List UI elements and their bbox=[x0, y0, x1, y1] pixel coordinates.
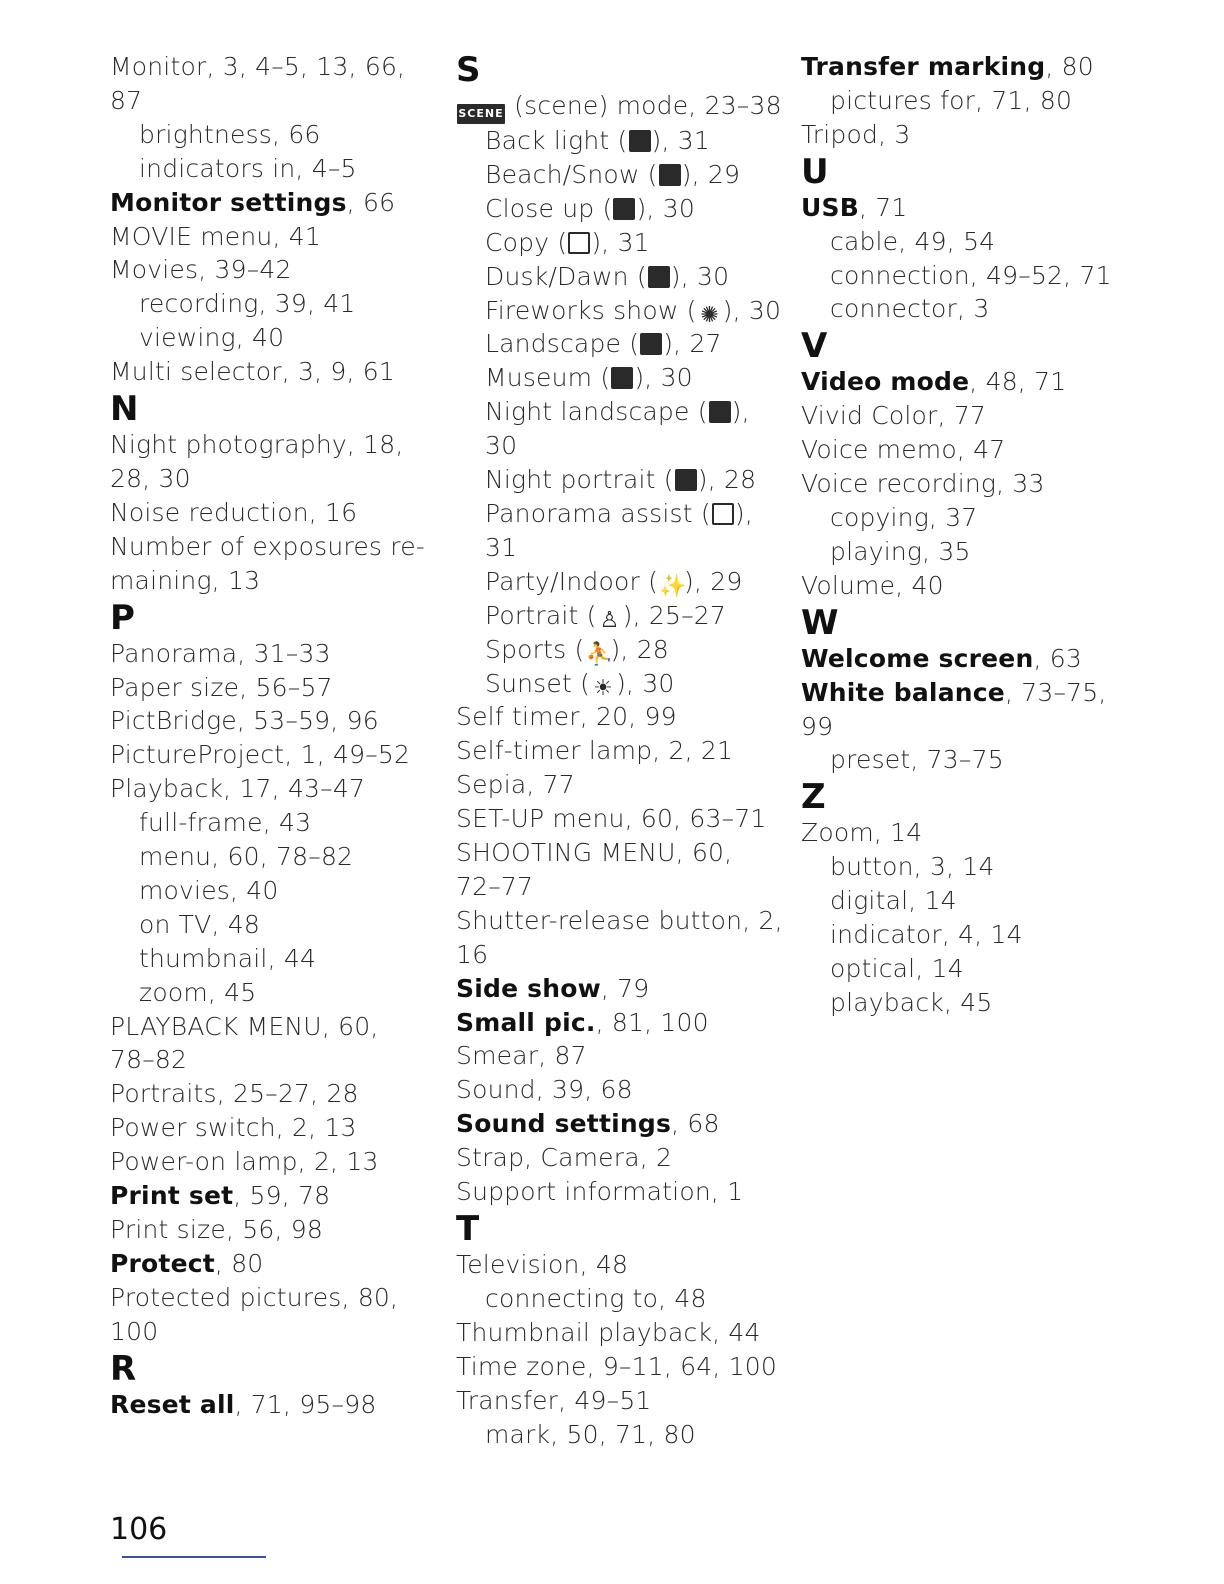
index-subentry: zoom, 45 bbox=[139, 977, 257, 1007]
sports-icon: ⛹ bbox=[585, 641, 614, 667]
index-entry: Multi selector, 3, 9, 61 bbox=[110, 357, 396, 387]
index-entry: PictBridge, 53–59, 96 bbox=[110, 706, 379, 736]
index-entry: Night photography, 18, bbox=[110, 430, 404, 460]
index-subentry: optical, 14 bbox=[830, 953, 964, 983]
index-subentry: Fireworks show ( ✺ ), 30 bbox=[485, 295, 782, 328]
index-entry: Monitor settings, 66 bbox=[110, 187, 396, 217]
index-entry: Volume, 40 bbox=[801, 570, 944, 600]
section-letter-u: U bbox=[801, 151, 829, 192]
index-subentry: copying, 37 bbox=[830, 502, 978, 532]
beach-snow-icon bbox=[659, 164, 681, 186]
index-subentry: Night landscape ( ), bbox=[485, 397, 750, 427]
index-subentry-continued: 31 bbox=[485, 532, 518, 562]
index-entry: SET-UP menu, 60, 63–71 bbox=[456, 804, 767, 834]
dusk-dawn-icon bbox=[648, 266, 670, 288]
index-entry: Protect, 80 bbox=[110, 1248, 264, 1278]
index-entry: Television, 48 bbox=[456, 1250, 629, 1279]
index-entry: Noise reduction, 16 bbox=[110, 497, 358, 527]
index-subentry: Party/Indoor (✨), 29 bbox=[485, 566, 743, 599]
index-entry: Sound, 39, 68 bbox=[456, 1075, 633, 1105]
night-landscape-icon bbox=[709, 401, 731, 423]
index-entry: Sound settings, 68 bbox=[456, 1109, 720, 1139]
section-letter-w: W bbox=[801, 602, 839, 643]
index-entry: Paper size, 56–57 bbox=[110, 672, 333, 702]
index-entry: Shutter-release button, 2, bbox=[456, 905, 783, 935]
section-letter-s: S bbox=[456, 50, 481, 90]
index-entry: Strap, Camera, 2 bbox=[456, 1143, 673, 1173]
index-subentry: Beach/Snow ( ), 29 bbox=[485, 159, 741, 189]
index-subentry: Back light ( ), 31 bbox=[485, 126, 710, 155]
museum-icon bbox=[611, 367, 633, 389]
index-subentry: Sunset ( ☀ ), 30 bbox=[485, 668, 675, 701]
index-entry: Self-timer lamp, 2, 21 bbox=[456, 736, 734, 766]
index-subentry: Panorama assist ( ), bbox=[485, 498, 753, 528]
sunset-icon: ☀ bbox=[593, 675, 614, 701]
index-subentry: Dusk/Dawn ( ), 30 bbox=[485, 261, 730, 291]
index-entry: Panorama, 31–33 bbox=[110, 638, 331, 668]
index-subentry: playing, 35 bbox=[830, 536, 971, 566]
index-entry: Number of exposures re- bbox=[110, 531, 426, 561]
index-entry: Support information, 1 bbox=[456, 1177, 744, 1207]
index-subentry: indicators in, 4–5 bbox=[139, 153, 357, 183]
index-subentry: Night portrait ( ), 28 bbox=[485, 465, 757, 495]
index-entry-continued: maining, 13 bbox=[110, 565, 261, 595]
index-entry-continued: 100 bbox=[110, 1316, 159, 1346]
index-entry: Time zone, 9–11, 64, 100 bbox=[456, 1351, 778, 1381]
index-entry: Transfer marking, 80 bbox=[801, 52, 1094, 81]
index-entry: Zoom, 14 bbox=[801, 818, 923, 848]
index-entry: Smear, 87 bbox=[456, 1041, 587, 1071]
index-subentry: Landscape ( ), 27 bbox=[485, 329, 722, 359]
index-subentry: playback, 45 bbox=[830, 987, 993, 1017]
index-subentry: Close up ( ), 30 bbox=[485, 193, 695, 223]
index-subentry: Portrait ( ♙ ), 25–27 bbox=[485, 600, 726, 633]
section-letter-n: N bbox=[110, 389, 139, 430]
index-entry: Print set, 59, 78 bbox=[110, 1181, 331, 1211]
copy-icon bbox=[568, 232, 590, 254]
index-entry-continued: 87 bbox=[110, 85, 143, 115]
index-subentry: Sports (⛹), 28 bbox=[485, 634, 669, 667]
index-entry: Print size, 56, 98 bbox=[110, 1215, 323, 1244]
index-subentry: indicator, 4, 14 bbox=[830, 920, 1023, 950]
index-entry: Power-on lamp, 2, 13 bbox=[110, 1147, 379, 1177]
index-subentry: connector, 3 bbox=[830, 294, 990, 324]
index-subentry: menu, 60, 78–82 bbox=[139, 842, 354, 872]
index-entry: Portraits, 25–27, 28 bbox=[110, 1079, 359, 1109]
index-entry: Transfer, 49–51 bbox=[456, 1385, 652, 1415]
index-subentry: viewing, 40 bbox=[139, 323, 285, 353]
night-portrait-icon bbox=[675, 469, 697, 491]
index-subentry: brightness, 66 bbox=[139, 119, 321, 149]
index-subentry: movies, 40 bbox=[139, 875, 279, 905]
index-entry: Protected pictures, 80, bbox=[110, 1282, 399, 1312]
index-subentry: cable, 49, 54 bbox=[830, 226, 996, 256]
index-entry-continued: 72–77 bbox=[456, 871, 534, 901]
index-entry-continued: 99 bbox=[801, 711, 834, 741]
section-letter-t: T bbox=[456, 1209, 480, 1249]
index-entry-continued: 28, 30 bbox=[110, 463, 191, 493]
index-subentry: Copy ( ), 31 bbox=[485, 227, 650, 257]
index-entry: Voice recording, 33 bbox=[801, 469, 1045, 499]
index-subentry: full-frame, 43 bbox=[139, 808, 312, 838]
scene-mode-icon: SCENE bbox=[457, 104, 505, 124]
index-entry: Welcome screen, 63 bbox=[801, 643, 1082, 673]
index-subentry: button, 3, 14 bbox=[830, 852, 995, 882]
index-entry: Reset all, 71, 95–98 bbox=[110, 1389, 377, 1419]
index-entry: PLAYBACK MENU, 60, bbox=[110, 1011, 379, 1041]
portrait-icon: ♙ bbox=[599, 607, 620, 633]
index-subentry: digital, 14 bbox=[830, 886, 957, 916]
index-subentry: mark, 50, 71, 80 bbox=[485, 1419, 696, 1449]
back-light-icon bbox=[629, 130, 651, 152]
index-subentry: recording, 39, 41 bbox=[139, 289, 356, 319]
index-entry: Power switch, 2, 13 bbox=[110, 1113, 357, 1143]
index-entry: Side show, 79 bbox=[456, 973, 650, 1003]
index-entry: PictureProject, 1, 49–52 bbox=[110, 740, 411, 770]
index-entry: SHOOTING MENU, 60, bbox=[456, 838, 733, 868]
index-entry: SCENE (scene) mode, 23–38 bbox=[456, 89, 786, 124]
index-subentry: Museum ( ), 30 bbox=[485, 363, 693, 393]
section-letter-v: V bbox=[801, 326, 828, 367]
panorama-assist-icon bbox=[712, 503, 734, 525]
index-entry: Vivid Color, 77 bbox=[801, 401, 987, 431]
section-letter-p: P bbox=[110, 597, 135, 638]
index-entry: Sepia, 77 bbox=[456, 770, 575, 800]
index-entry: White balance, 73–75, bbox=[801, 677, 1107, 707]
index-entry: Small pic., 81, 100 bbox=[456, 1007, 709, 1037]
index-entry: USB, 71 bbox=[801, 192, 908, 222]
index-entry: Tripod, 3 bbox=[801, 119, 911, 149]
index-entry: Playback, 17, 43–47 bbox=[110, 774, 366, 804]
index-subentry: pictures for, 71, 80 bbox=[830, 85, 1073, 115]
page-number: 106 bbox=[110, 1512, 168, 1547]
section-letter-r: R bbox=[110, 1348, 137, 1389]
index-entry: Thumbnail playback, 44 bbox=[456, 1317, 761, 1347]
index-subentry-continued: 30 bbox=[485, 431, 518, 461]
page-footer-rule bbox=[122, 1556, 266, 1558]
index-entry: Video mode, 48, 71 bbox=[801, 367, 1067, 397]
index-entry-continued: 16 bbox=[456, 939, 489, 969]
landscape-icon bbox=[640, 333, 662, 355]
index-entry: Movies, 39–42 bbox=[110, 255, 292, 285]
index-entry-continued: 78–82 bbox=[110, 1045, 188, 1075]
section-letter-z: Z bbox=[801, 777, 826, 818]
fireworks-show-icon: ✺ bbox=[700, 302, 719, 328]
index-entry: Voice memo, 47 bbox=[801, 435, 1006, 465]
index-subentry: connection, 49–52, 71 bbox=[830, 260, 1112, 290]
index-entry: Self timer, 20, 99 bbox=[456, 702, 677, 732]
close-up-icon bbox=[613, 198, 635, 220]
index-column-2 bbox=[456, 50, 786, 1451]
index-subentry: thumbnail, 44 bbox=[139, 943, 317, 973]
party-indoor-icon: ✨ bbox=[659, 573, 687, 599]
index-entry: MOVIE menu, 41 bbox=[110, 221, 321, 251]
index-column-3 bbox=[801, 50, 1121, 1020]
index-subentry: on TV, 48 bbox=[139, 909, 260, 939]
index-entry: Monitor, 3, 4–5, 13, 66, bbox=[110, 52, 406, 81]
index-column-1 bbox=[110, 50, 440, 1422]
index-subentry: preset, 73–75 bbox=[830, 745, 1004, 775]
index-subentry: connecting to, 48 bbox=[485, 1283, 707, 1313]
